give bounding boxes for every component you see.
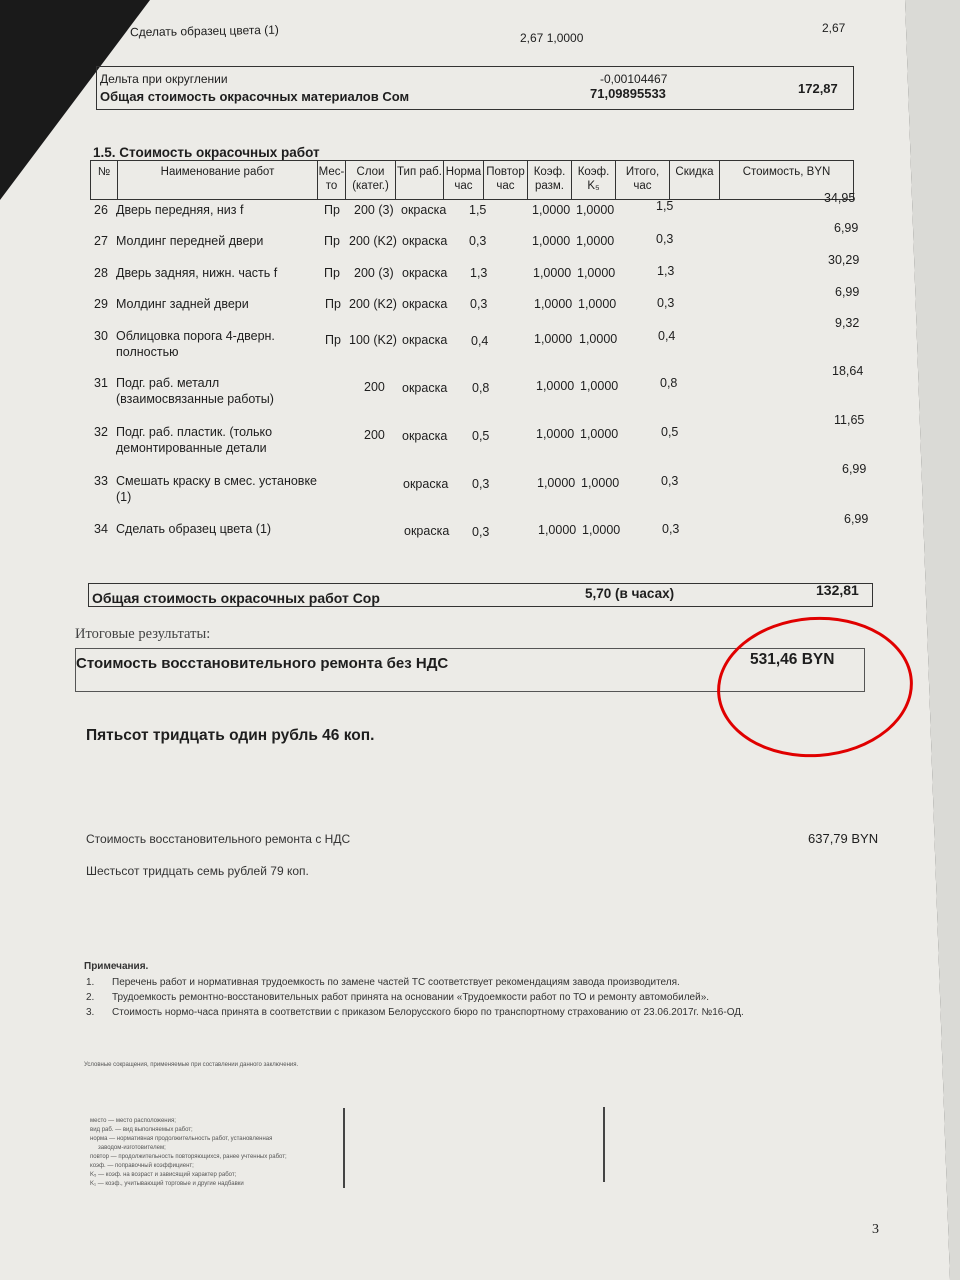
table-cell: 1,0000: [533, 266, 572, 280]
table-cell: 32: [94, 425, 108, 439]
table-cell: 1,0000: [580, 427, 619, 441]
header-type: Тип раб.: [395, 161, 443, 199]
materials-total-label: Общая стоимость окрасочных материалов Сом: [100, 89, 410, 104]
table-cell: 1,3: [657, 264, 675, 278]
table-cell: окраска: [402, 234, 448, 248]
table-cell: 200 (3): [354, 266, 394, 280]
table-cell: 27: [94, 234, 108, 248]
table-cell: 1,0000: [579, 332, 618, 346]
results-heading: Итоговые результаты:: [75, 626, 211, 642]
top-item-cost: 2,67: [822, 21, 846, 35]
header-repeat: Повтор час: [483, 161, 527, 199]
table-cell: 1,5: [656, 199, 674, 213]
table-cell: Пр: [324, 234, 340, 248]
column-divider: [603, 1107, 605, 1182]
table-cell: 6,99: [834, 221, 859, 235]
table-cell: 0,3: [469, 234, 487, 248]
results-value: 531,46 BYN: [750, 651, 835, 668]
table-cell: 1,0000: [576, 234, 615, 248]
table-cell: 200 (K2): [349, 297, 397, 311]
table-cell: 1,0000: [534, 332, 573, 346]
table-cell: 1,0000: [576, 203, 615, 217]
table-cell: 0,8: [472, 381, 490, 395]
table-cell: 0,3: [657, 296, 675, 310]
abbreviation-item: норма — нормативная продолжительность работ, установленная: [90, 1136, 273, 1142]
table-cell: окраска: [404, 524, 450, 538]
table-cell: окраска: [402, 429, 448, 443]
header-norm: Норма час: [443, 161, 483, 199]
table-cell: окраска: [403, 477, 449, 491]
table-cell: Облицовка порога 4-дверн.: [116, 329, 275, 343]
table-cell: 1,0000: [578, 297, 617, 311]
table-cell: 200: [364, 380, 385, 394]
table-cell: Подг. раб. металл: [116, 376, 220, 390]
note-text: Перечень работ и нормативная трудоемкость по замене частей ТС соответствует рекомендациям завода производителя.: [112, 977, 680, 988]
table-cell: 1,0000: [538, 523, 577, 537]
page-number: 3: [872, 1222, 879, 1237]
table-cell: демонтированные детали: [116, 441, 267, 455]
table-cell: 1,0000: [532, 203, 571, 217]
table-cell: 200 (3): [354, 203, 394, 217]
table-cell: 0,3: [470, 297, 488, 311]
abbreviation-item: вид раб. — вид выполняемых работ;: [90, 1127, 193, 1133]
table-cell: 28: [94, 266, 108, 280]
works-total-value: 132,81: [816, 582, 859, 598]
table-cell: 1,0000: [534, 297, 573, 311]
table-cell: 100 (K2): [349, 333, 397, 347]
table-cell: 11,65: [834, 413, 865, 427]
table-cell: 1,3: [470, 266, 488, 280]
header-layers: Слои (катег.): [345, 161, 395, 199]
notes-title: Примечания.: [84, 961, 149, 972]
table-cell: 6,99: [835, 285, 860, 299]
note-number: 1.: [86, 977, 95, 988]
materials-total-cost: 172,87: [798, 81, 838, 96]
table-cell: 6,99: [844, 512, 869, 526]
works-total-hours: 5,70 (в часах): [585, 586, 675, 601]
table-cell: Пр: [324, 203, 340, 217]
works-total-label: Общая стоимость окрасочных работ Сор: [92, 590, 380, 606]
table-cell: Пр: [324, 266, 340, 280]
header-coef-k5: Коэф. K₅: [571, 161, 615, 199]
table-cell: 0,5: [661, 425, 679, 439]
table-cell: 26: [94, 203, 108, 217]
column-divider: [343, 1108, 345, 1188]
table-cell: Смешать краску в смес. установке: [116, 474, 318, 488]
table-cell: 1,0000: [582, 523, 621, 537]
table-cell: Дверь передняя, низ f: [116, 203, 244, 217]
table-cell: 0,3: [472, 525, 490, 539]
table-cell: (1): [116, 490, 132, 504]
table-cell: 9,32: [835, 316, 860, 330]
abbreviation-item: K₅ — коэф. на возраст и зависящий характер работ;: [90, 1172, 237, 1178]
table-cell: 29: [94, 297, 108, 311]
table-cell: 31: [94, 376, 108, 390]
table-cell: 1,0000: [581, 476, 620, 490]
table-cell: 34,95: [824, 191, 856, 205]
table-cell: 18,64: [832, 364, 864, 378]
table-cell: окраска: [401, 203, 447, 217]
table-cell: 0,3: [662, 522, 680, 536]
table-cell: 200 (K2): [349, 234, 397, 248]
table-cell: 0,3: [472, 477, 490, 491]
table-cell: 1,5: [469, 203, 487, 217]
table-cell: 0,5: [472, 429, 490, 443]
delta-value: -0,00104467: [600, 72, 668, 86]
table-cell: Сделать образец цвета (1): [116, 522, 272, 536]
table-cell: 0,3: [661, 474, 679, 488]
delta-label: Дельта при округлении: [100, 72, 228, 86]
table-cell: 1,0000: [536, 379, 575, 393]
table-cell: Подг. раб. пластик. (только: [116, 425, 273, 439]
results-words: Пятьсот тридцать один рубль 46 коп.: [86, 727, 375, 744]
table-cell: окраска: [402, 333, 448, 347]
table-cell: 6,99: [842, 462, 867, 476]
table-cell: Пр: [325, 333, 341, 347]
table-cell: (взаимосвязанные работы): [116, 392, 274, 406]
table-cell: 1,0000: [536, 427, 575, 441]
abbreviation-item: заводом-изготовителем;: [98, 1145, 166, 1151]
header-discount: Скидка: [669, 161, 719, 199]
table-cell: 33: [94, 474, 108, 488]
table-cell: 0,3: [656, 232, 674, 246]
header-cost: Стоимость, BYN: [719, 161, 853, 199]
table-cell: 1,0000: [537, 476, 576, 490]
header-total: Итого, час: [615, 161, 669, 199]
results-label: Стоимость восстановительного ремонта без НДС: [76, 655, 449, 672]
table-cell: 1,0000: [577, 266, 616, 280]
note-text: Стоимость нормо-часа принята в соответствии с приказом Белорусского бюро по транспортному страхованию от 23.06.2017г. №16-ОД.: [112, 1007, 744, 1018]
table-cell: Дверь задняя, нижн. часть f: [116, 266, 278, 280]
top-item-name: Сделать образец цвета (1): [129, 22, 279, 40]
header-place: Мес-то: [317, 161, 345, 199]
table-cell: 0,4: [471, 334, 489, 348]
table-cell: 0,8: [660, 376, 678, 390]
table-cell: окраска: [402, 381, 448, 395]
table-header: [90, 160, 854, 200]
table-cell: Пр: [325, 297, 341, 311]
table-cell: 1,0000: [580, 379, 619, 393]
table-cell: полностью: [116, 345, 179, 359]
note-number: 2.: [86, 992, 95, 1003]
table-cell: Молдинг передней двери: [116, 234, 264, 248]
table-cell: окраска: [402, 297, 448, 311]
table-cell: 1,0000: [532, 234, 571, 248]
vat-label: Стоимость восстановительного ремонта с НДС: [86, 832, 351, 846]
table-cell: окраска: [402, 266, 448, 280]
materials-total-value: 71,09895533: [590, 86, 666, 101]
section-title: 1.5. Стоимость окрасочных работ: [93, 145, 320, 160]
abbreviation-item: коэф. — поправочный коэффициент;: [90, 1163, 194, 1169]
top-item-values: 2,67 1,0000: [520, 31, 584, 45]
table-cell: 200: [364, 428, 385, 442]
table-cell: 34: [94, 522, 108, 536]
table-cell: Молдинг задней двери: [116, 297, 249, 311]
header-number: №: [97, 166, 111, 178]
vat-words: Шестьсот тридцать семь рублей 79 коп.: [86, 864, 309, 878]
table-cell: 0,4: [658, 329, 676, 343]
header-coef-size: Коэф. разм.: [527, 161, 571, 199]
table-cell: 30,29: [828, 253, 860, 267]
abbreviation-item: K₁ — коэф., учитывающий торговые и другие надбавки: [90, 1181, 244, 1187]
abbreviations-title: Условные сокращения, применяемые при составлении данного заключения.: [84, 1062, 299, 1068]
vat-value: 637,79 BYN: [808, 831, 879, 846]
table-cell: 30: [94, 329, 108, 343]
header-name: Наименование работ: [117, 161, 317, 199]
note-text: Трудоемкость ремонтно-восстановительных работ принята на основании «Трудоемкости работ по ТО и ремонту автомобилей».: [112, 992, 710, 1003]
abbreviation-item: место — место расположения;: [90, 1118, 176, 1124]
note-number: 3.: [86, 1007, 95, 1018]
abbreviation-item: повтор — продолжительность повторяющихся, ранее учтенных работ;: [90, 1154, 287, 1160]
